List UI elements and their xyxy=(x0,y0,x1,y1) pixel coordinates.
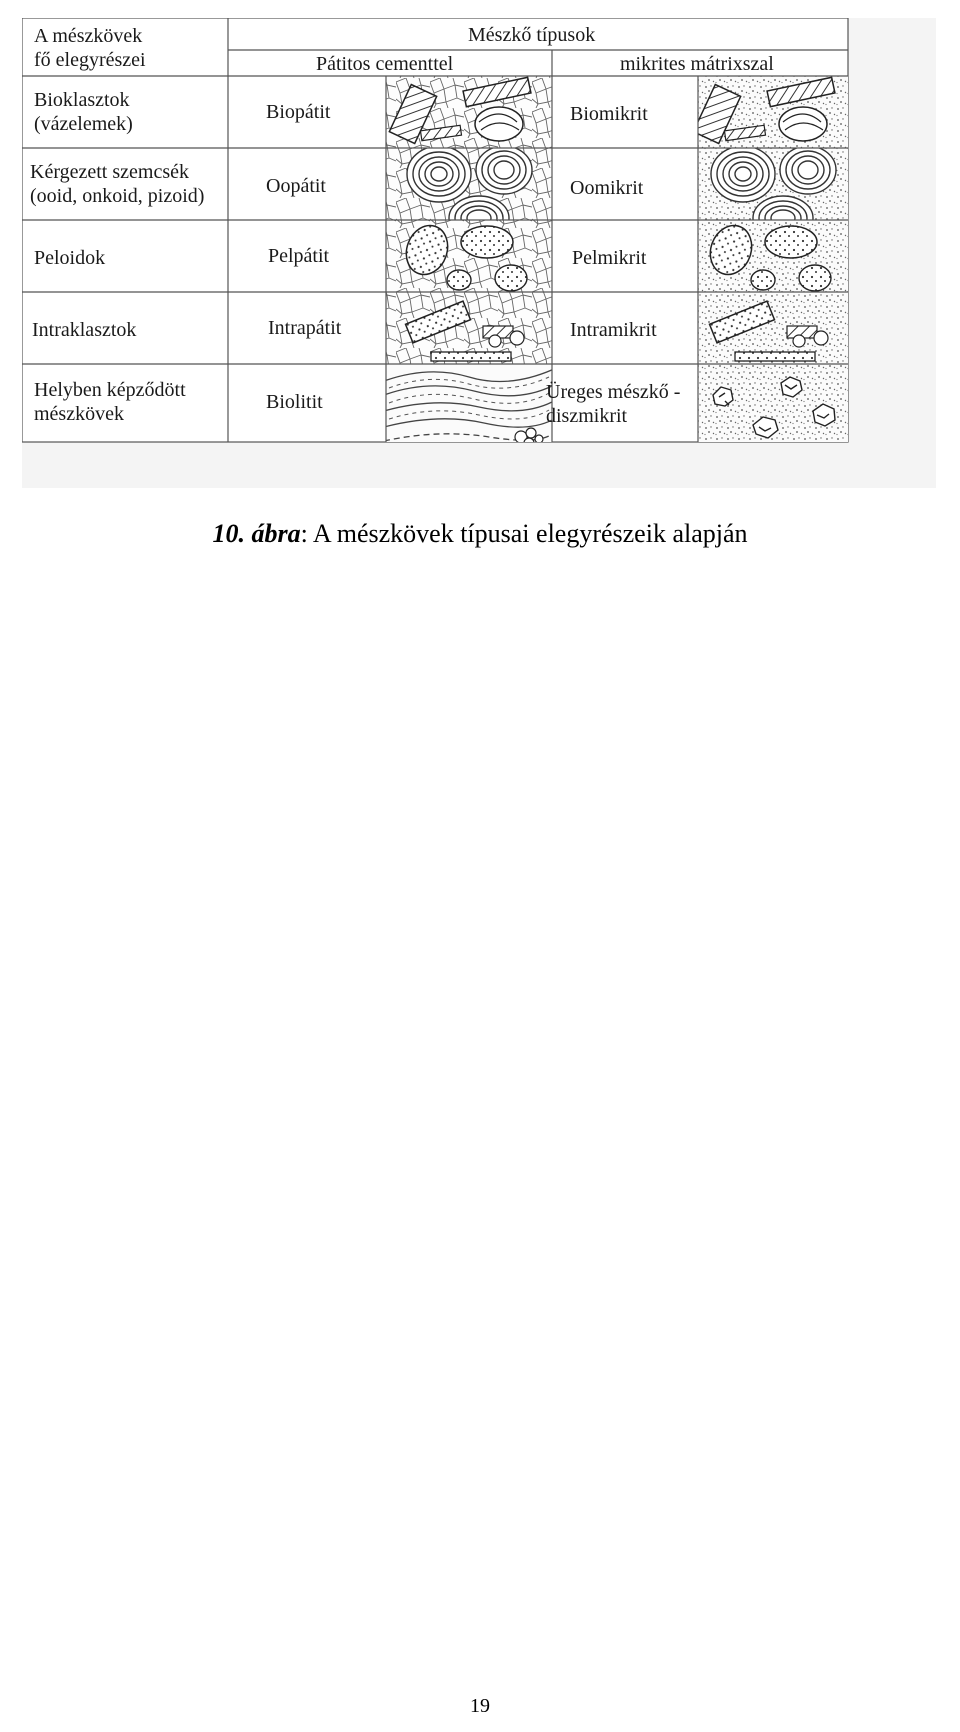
sparry-type-label: Oopátit xyxy=(266,175,326,197)
sparry-column-header: Pátitos cementtel xyxy=(316,53,454,75)
component-label: Kérgezett szemcsék xyxy=(30,161,189,183)
component-label: Helyben képződött xyxy=(34,379,186,401)
figure-word: ábra xyxy=(251,519,301,548)
sparry-type-label: Intrapátit xyxy=(268,317,342,339)
micritic-type-label: Biomikrit xyxy=(570,103,648,125)
caption-separator: : xyxy=(300,519,308,548)
component-label: (ooid, onkoid, pizoid) xyxy=(30,185,205,207)
page-number: 19 xyxy=(470,1695,490,1717)
micritic-type-label: diszmikrit xyxy=(546,405,628,427)
micritic-type-label: Pelmikrit xyxy=(572,247,647,269)
corner-header-line2: fő elegyrészei xyxy=(34,49,146,71)
sparry-type-label: Pelpátit xyxy=(268,245,330,267)
component-label: Peloidok xyxy=(34,247,106,269)
micritic-type-label: Oomikrit xyxy=(570,177,644,199)
corner-header-line1: A mészkövek xyxy=(34,25,143,47)
classification-table-drawing xyxy=(22,18,936,488)
component-label: (vázelemek) xyxy=(34,113,133,135)
micritic-type-label: Üreges mészkő - xyxy=(546,381,681,403)
caption-text: A mészkövek típusai elegyrészeik alapján xyxy=(307,519,748,548)
component-label: Intraklasztok xyxy=(32,319,137,341)
limestone-types-header: Mészkő típusok xyxy=(468,24,596,46)
sparry-type-label: Biopátit xyxy=(266,101,331,123)
component-label: mészkövek xyxy=(34,403,124,425)
micritic-column-header: mikrites mátrixszal xyxy=(620,53,774,75)
figure-caption xyxy=(0,518,960,550)
boundstone-texture-icon xyxy=(384,361,554,449)
component-label: Bioklasztok xyxy=(34,89,130,111)
sparry-type-label: Biolitit xyxy=(266,391,323,413)
micritic-type-label: Intramikrit xyxy=(570,319,657,341)
limestone-classification-figure xyxy=(22,18,936,488)
figure-number: 10. xyxy=(212,519,245,548)
